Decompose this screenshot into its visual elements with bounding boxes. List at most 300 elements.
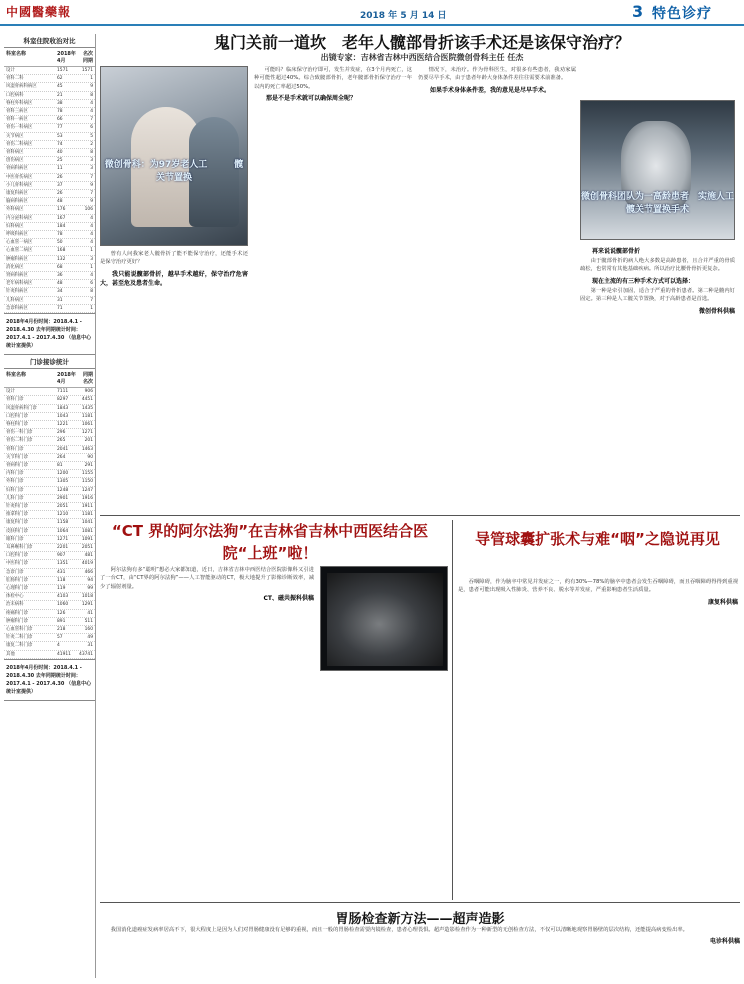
table-cell: 1911 bbox=[81, 503, 93, 509]
table-cell: 1150 bbox=[81, 479, 93, 485]
table-cell: 34 bbox=[57, 289, 63, 295]
table-cell: 68 bbox=[57, 264, 63, 270]
table-cell: 71 bbox=[57, 305, 63, 311]
table-cell: 小儿骨科病区 bbox=[6, 182, 33, 188]
stats-sidebar bbox=[4, 34, 96, 978]
table-cell: 1291 bbox=[81, 602, 93, 608]
table-row bbox=[4, 190, 95, 198]
table-row bbox=[4, 470, 95, 478]
table-cell: 7 bbox=[90, 191, 93, 197]
table-cell: 11 bbox=[57, 166, 63, 172]
table-cell: 骨科门诊 bbox=[6, 397, 24, 403]
table-row bbox=[4, 413, 95, 421]
table-cell: 设计 bbox=[6, 389, 15, 395]
table-cell: 3 bbox=[90, 256, 93, 262]
table-row bbox=[4, 519, 95, 527]
table-row bbox=[4, 405, 95, 413]
table-cell: 50 bbox=[57, 240, 63, 246]
table-cell: 53 bbox=[57, 133, 63, 139]
table-cell: 31 bbox=[57, 297, 63, 303]
table-row bbox=[4, 544, 95, 552]
table-cell: 针灸科病区 bbox=[6, 289, 28, 295]
table-cell: 291 bbox=[84, 462, 93, 468]
table-row bbox=[4, 83, 95, 91]
table-row bbox=[4, 297, 95, 305]
table-cell: 3 bbox=[90, 166, 93, 172]
table-row bbox=[4, 206, 95, 214]
main-headline: 鬼门关前一道坎 老年人髋部骨折该手术还是该保守治疗？ bbox=[213, 33, 630, 52]
table-row bbox=[4, 215, 95, 223]
table-cell: 66 bbox=[57, 117, 63, 123]
table-cell: 168 bbox=[57, 248, 66, 254]
table-cell: 4019 bbox=[81, 561, 93, 567]
sidebar-header bbox=[4, 48, 95, 67]
paragraph: 曾有人问我家老人髋骨折了能不能保守治疗，还能手术还是保守治疗更好？ bbox=[100, 251, 248, 266]
table-row bbox=[4, 421, 95, 429]
table-cell: 25 bbox=[57, 158, 63, 164]
table-cell: 1 bbox=[90, 248, 93, 254]
table-cell: 针灸科门诊 bbox=[6, 503, 28, 509]
table-cell: 481 bbox=[84, 553, 93, 559]
table-row bbox=[4, 618, 95, 626]
table-cell: 骨科病区 bbox=[6, 150, 24, 156]
table-cell: 184 bbox=[57, 223, 66, 229]
paragraph: 由于髋部骨折的病人绝大多数是高龄患者，且合并严重的骨质疏松，也常常有其他基础疾病。所以治疗比腰骨骨折更复杂。 bbox=[580, 258, 735, 273]
table-cell: 骨科一病区 bbox=[6, 117, 28, 123]
table-row bbox=[4, 478, 95, 486]
table-cell: 176 bbox=[57, 207, 66, 213]
table-cell: 心血管科门诊 bbox=[6, 626, 33, 632]
page-number: 3 bbox=[632, 2, 644, 21]
paragraph: 情况下，未治疗。作为骨科医生，对很多有些患者，我劝家属仍要尽早手术，由于患者年龄大身体条件差往往需要术前准备。 bbox=[418, 67, 576, 82]
divider bbox=[100, 902, 740, 903]
article1-col2 bbox=[254, 66, 412, 514]
table-cell: 48 bbox=[57, 199, 63, 205]
table-row bbox=[4, 174, 95, 182]
table-cell: 78 bbox=[57, 232, 63, 238]
table-cell: 脊柱外科病区 bbox=[6, 100, 33, 106]
table-cell: 1 bbox=[90, 305, 93, 311]
subheading: 再来说说髋部骨折 bbox=[592, 248, 641, 255]
table-cell: 妇科门诊 bbox=[6, 487, 24, 493]
outpatient-table bbox=[4, 388, 95, 659]
paragraph: 阿尔法狗有多“聪明”想必大家都知道，近日，吉林省吉林中西医结合医院影像科又引进了一台CT，由“CT界的阿尔法狗”——人工智能驱动的CT，极大地提升了影像诊断效率，减少了辐射剂量。 bbox=[100, 567, 314, 590]
table-row bbox=[4, 454, 95, 462]
table-row bbox=[4, 577, 95, 585]
table-cell: 骨病科病区 bbox=[6, 166, 28, 172]
table-cell: 8297 bbox=[57, 397, 69, 403]
table-cell: 4451 bbox=[81, 397, 93, 403]
subheading: 那是不是手术就可以确保周全呢？ bbox=[266, 95, 357, 103]
ct-scan-photo bbox=[580, 100, 735, 240]
page-section: 特色诊疗 bbox=[652, 6, 712, 22]
newspaper-logo: 中國醫藥報 bbox=[6, 5, 72, 19]
table-cell: 外科门诊 bbox=[6, 479, 24, 485]
table-cell: 1843 bbox=[57, 405, 69, 411]
table-row bbox=[4, 503, 95, 511]
table-cell: 3 bbox=[90, 158, 93, 164]
table-cell: 心血管一病区 bbox=[6, 240, 33, 246]
table-row bbox=[4, 651, 95, 659]
table-cell: 疼痛科门诊 bbox=[6, 610, 28, 616]
table-cell: 1155 bbox=[81, 471, 93, 477]
credit: 康复科供稿 bbox=[707, 598, 738, 606]
table-cell: 21 bbox=[57, 92, 63, 98]
table-cell: 1271 bbox=[81, 430, 93, 436]
table-cell: 6 bbox=[90, 281, 93, 287]
table-cell: 906 bbox=[84, 389, 93, 395]
table-cell: 骨伤二科病区 bbox=[6, 141, 33, 147]
table-cell: 106 bbox=[84, 207, 93, 213]
table-row bbox=[4, 288, 95, 296]
table-cell: 皮肤科门诊 bbox=[6, 528, 28, 534]
sidebar-title: 科室住院收治对比 bbox=[4, 34, 95, 48]
table-cell: 37 bbox=[57, 182, 63, 188]
ct-headline: “CT 界的阿尔法狗”在吉林省吉林中西医结合医院“上班”啦！ bbox=[111, 522, 429, 562]
table-row bbox=[4, 149, 95, 157]
sidebar-header-2 bbox=[4, 369, 95, 388]
table-cell: 431 bbox=[57, 569, 66, 575]
byline: 出镜专家：吉林省吉林中西医结合医院微创骨科主任 任杰 bbox=[320, 53, 524, 62]
table-cell: 急诊门诊 bbox=[6, 569, 24, 575]
table-row bbox=[4, 446, 95, 454]
table-cell: 4 bbox=[90, 223, 93, 229]
header-dept: 科室名称 bbox=[6, 372, 27, 379]
table-cell: 264 bbox=[57, 454, 66, 460]
table-cell: 肿瘤科病区 bbox=[6, 256, 28, 262]
table-row bbox=[4, 487, 95, 495]
table-row bbox=[4, 437, 95, 445]
inpatient-table bbox=[4, 67, 95, 313]
credit: 电诊科供稿 bbox=[709, 938, 740, 946]
table-cell: 设计 bbox=[6, 68, 15, 73]
table-cell: 耳鼻喉科门诊 bbox=[6, 544, 33, 550]
table-row bbox=[4, 272, 95, 280]
table-cell: 41 bbox=[87, 610, 93, 616]
table-row bbox=[4, 552, 95, 560]
ultrasound-headline: 胃肠检查新方法——超声造影 bbox=[335, 912, 505, 927]
table-cell: 外科病区 bbox=[6, 207, 24, 213]
table-cell: 94 bbox=[87, 577, 93, 583]
article1-col4 bbox=[580, 244, 735, 514]
table-cell: 肛肠科门诊 bbox=[6, 577, 28, 583]
table-cell: 妇科病区 bbox=[6, 223, 24, 229]
table-cell: 1248 bbox=[57, 487, 69, 493]
table-cell: 7111 bbox=[57, 389, 69, 395]
table-cell: 其他 bbox=[6, 651, 15, 657]
table-cell: 口腔病科 bbox=[6, 92, 24, 98]
table-cell: 内分泌科病区 bbox=[6, 215, 33, 221]
table-cell: 1181 bbox=[81, 512, 93, 518]
table-cell: 内科门诊 bbox=[6, 471, 24, 477]
table-row bbox=[4, 305, 95, 313]
header-month: 2018年 4月 bbox=[57, 51, 76, 64]
table-cell: 118 bbox=[57, 577, 66, 583]
sidebar-title-2: 门诊接诊统计 bbox=[4, 355, 95, 369]
table-cell: 891 bbox=[57, 618, 66, 624]
table-cell: 心血管二病区 bbox=[6, 248, 33, 254]
table-row bbox=[4, 67, 95, 75]
table-cell: 2901 bbox=[57, 495, 69, 501]
article2-text bbox=[100, 566, 314, 896]
table-cell: 8 bbox=[90, 289, 93, 295]
header-rank: 同期 名次 bbox=[82, 372, 93, 386]
table-row bbox=[4, 642, 95, 650]
article4-text bbox=[100, 926, 740, 978]
credit: 微创骨科供稿 bbox=[698, 307, 735, 315]
table-cell: 1221 bbox=[57, 421, 69, 427]
table-cell: 907 bbox=[57, 553, 66, 559]
table-cell: 1571 bbox=[57, 68, 69, 73]
table-cell: 132 bbox=[57, 256, 66, 262]
table-cell: 78 bbox=[57, 109, 63, 115]
subheading: 我只能说髋部骨折，越早手术越好，保守治疗危害大，甚至危及患者生命。 bbox=[100, 270, 248, 287]
table-cell: 126 bbox=[57, 610, 66, 616]
table-cell: 口腔科门诊 bbox=[6, 553, 28, 559]
table-cell: 45 bbox=[57, 84, 63, 90]
table-cell: 4 bbox=[90, 109, 93, 115]
table-cell: 1 bbox=[90, 264, 93, 270]
table-cell: 119 bbox=[57, 585, 66, 591]
table-cell: 1018 bbox=[81, 594, 93, 600]
table-cell: 风湿骨病科病区 bbox=[6, 84, 37, 90]
table-cell: 针灸二科门诊 bbox=[6, 635, 33, 641]
table-cell: 骨病科门诊 bbox=[6, 462, 28, 468]
table-cell: 1351 bbox=[57, 561, 69, 567]
table-cell: 2201 bbox=[57, 544, 69, 550]
table-cell: 296 bbox=[57, 430, 66, 436]
table-cell: 466 bbox=[84, 569, 93, 575]
subheading: 如果手术身体条件差，我的意见是尽早手术。 bbox=[430, 86, 551, 94]
table-cell: 62 bbox=[57, 76, 63, 82]
table-row bbox=[4, 601, 95, 609]
table-cell: 2051 bbox=[81, 544, 93, 550]
table-row bbox=[4, 198, 95, 206]
table-cell: 26 bbox=[57, 174, 63, 180]
table-cell: 呼吸科病区 bbox=[6, 232, 28, 238]
paragraph: 可能吗？临床保守治疗即可，发生并发症，在3个月内死亡，这种可能性超过40%。综合致髋部骨折，老年髋部骨折保守治疗一年以内的死亡率超过50%。 bbox=[254, 67, 412, 90]
table-cell: 骨伤一科门诊 bbox=[6, 430, 33, 436]
table-cell: 36 bbox=[57, 273, 63, 279]
article3-text bbox=[458, 578, 738, 900]
table-cell: 中医骨伤病区 bbox=[6, 174, 33, 180]
table-cell: 1043 bbox=[57, 413, 69, 419]
table-cell: 老年病科病区 bbox=[6, 281, 33, 287]
table-cell: 48 bbox=[57, 281, 63, 287]
table-row bbox=[4, 100, 95, 108]
table-row bbox=[4, 585, 95, 593]
ct-screen bbox=[327, 573, 443, 666]
table-cell: 口腔科门诊 bbox=[6, 413, 28, 419]
table-cell: 43741 bbox=[79, 651, 93, 657]
divider bbox=[452, 520, 453, 900]
table-cell: 1 bbox=[90, 76, 93, 82]
table-row bbox=[4, 560, 95, 568]
table-cell: 38 bbox=[57, 100, 63, 106]
table-row bbox=[4, 223, 95, 231]
table-cell: 1041 bbox=[81, 520, 93, 526]
table-cell: 1463 bbox=[81, 446, 93, 452]
table-cell: 265 bbox=[57, 438, 66, 444]
table-cell: 1305 bbox=[57, 479, 69, 485]
table-row bbox=[4, 610, 95, 618]
table-row bbox=[4, 124, 95, 132]
table-cell: 4 bbox=[57, 643, 60, 649]
article1-col1 bbox=[100, 250, 248, 515]
table-row bbox=[4, 133, 95, 141]
table-cell: 2041 bbox=[57, 446, 69, 452]
table-cell: 治未病科 bbox=[6, 602, 24, 608]
table-cell: 31 bbox=[87, 643, 93, 649]
table-row bbox=[4, 626, 95, 634]
table-cell: 4 bbox=[90, 215, 93, 221]
table-cell: 1060 bbox=[57, 602, 69, 608]
table-cell: 关节科门诊 bbox=[6, 454, 28, 460]
table-row bbox=[4, 256, 95, 264]
table-cell: 7 bbox=[90, 297, 93, 303]
table-cell: 骨科门诊 bbox=[6, 446, 24, 452]
table-row bbox=[4, 165, 95, 173]
table-cell: 41911 bbox=[57, 651, 71, 657]
ct-machine-photo bbox=[320, 566, 448, 671]
photo-caption: 微创骨科：为97岁老人工 髋关节置换 bbox=[104, 160, 244, 183]
table-cell: 1916 bbox=[81, 495, 93, 501]
table-row bbox=[4, 528, 95, 536]
table-cell: 1158 bbox=[57, 520, 69, 526]
table-cell: 骨科二科 bbox=[6, 76, 24, 82]
table-cell: 57 bbox=[57, 635, 63, 641]
photo2-caption: 微创骨科团队为一高龄患者 实施人工髋关节置换手术 bbox=[581, 192, 735, 215]
table-cell: 1435 bbox=[81, 405, 93, 411]
table-cell: 40 bbox=[57, 150, 63, 156]
issue-date: 2018 年 5 月 14 日 bbox=[360, 11, 447, 21]
table-cell: 康复二科门诊 bbox=[6, 643, 33, 649]
table-cell: 4 bbox=[90, 232, 93, 238]
table-cell: 创伤病区 bbox=[6, 158, 24, 164]
table-cell: 1200 bbox=[57, 471, 69, 477]
table-cell: 4 bbox=[90, 273, 93, 279]
table-row bbox=[4, 108, 95, 116]
table-cell: 6 bbox=[90, 125, 93, 131]
table-cell: 儿科门诊 bbox=[6, 495, 24, 501]
table-cell: 风湿骨病科门诊 bbox=[6, 405, 37, 411]
table-cell: 74 bbox=[57, 141, 63, 147]
table-cell: 1181 bbox=[81, 413, 93, 419]
table-cell: 儿科病区 bbox=[6, 297, 24, 303]
table-row bbox=[4, 396, 95, 404]
table-cell: 关节病区 bbox=[6, 133, 24, 139]
table-cell: 急诊科病区 bbox=[6, 305, 28, 311]
table-cell: 脊柱科门诊 bbox=[6, 421, 28, 427]
table-cell: 消化病区 bbox=[6, 264, 24, 270]
table-row bbox=[4, 388, 95, 396]
table-cell: 肿瘤科门诊 bbox=[6, 618, 28, 624]
table-cell: 骨科三病区 bbox=[6, 109, 28, 115]
table-row bbox=[4, 634, 95, 642]
table-row bbox=[4, 247, 95, 255]
table-cell: 康复科病区 bbox=[6, 191, 28, 197]
table-row bbox=[4, 511, 95, 519]
table-row bbox=[4, 239, 95, 247]
sidebar-note-2: 2018年4月份时间：2018.4.1 - 2018.4.30 去年同期统计时间：2017.4.1 - 2017.4.30 （信息中心统计室提供） bbox=[4, 659, 95, 701]
table-cell: 26 bbox=[57, 191, 63, 197]
table-cell: 体检中心 bbox=[6, 594, 24, 600]
table-row bbox=[4, 462, 95, 470]
table-cell: 2 bbox=[90, 141, 93, 147]
paragraph: 第一种是牵引加固，适合于严重的骨折患者。第二种是髓内钉固定。第三种是人工髋关节置换，对于高龄患者是首选。 bbox=[580, 287, 735, 303]
table-cell: 1091 bbox=[81, 536, 93, 542]
table-cell: 1571 bbox=[81, 68, 93, 73]
table-row bbox=[4, 75, 95, 83]
table-cell: 4103 bbox=[57, 594, 69, 600]
article1-col3 bbox=[418, 66, 576, 514]
divider bbox=[100, 515, 740, 516]
table-cell: 9 bbox=[90, 182, 93, 188]
paragraph: 吞咽障碍，作为脑卒中常见并发症之一，约有30%—78%的脑卒中患者会发生吞咽障碍，而且吞咽障碍得得到重视是，患者可能出现吸入性肺炎、营养不良、脱水等并发症，严重影响患者生活质量。 bbox=[458, 579, 738, 594]
table-cell: 2051 bbox=[57, 503, 69, 509]
subheading: 现在主流的有三种手术方式可以选择： bbox=[592, 277, 695, 285]
table-cell: 骨伤一科病区 bbox=[6, 125, 33, 131]
header-rank: 名次 同期 bbox=[82, 51, 93, 64]
table-row bbox=[4, 429, 95, 437]
table-cell: 5 bbox=[90, 133, 93, 139]
table-cell: 77 bbox=[57, 125, 63, 131]
table-cell: 167 bbox=[57, 215, 66, 221]
table-cell: 81 bbox=[57, 462, 63, 468]
sidebar-note: 2018年4月份时间：2018.4.1 - 2018.4.30 去年同期统计时间：2017.4.1 - 2017.4.30 （信息中心统计室提供） bbox=[4, 313, 95, 355]
table-row bbox=[4, 569, 95, 577]
table-row bbox=[4, 495, 95, 503]
table-cell: 肾病科病区 bbox=[6, 273, 28, 279]
table-row bbox=[4, 182, 95, 190]
table-row bbox=[4, 264, 95, 272]
table-cell: 1064 bbox=[57, 528, 69, 534]
table-cell: 201 bbox=[84, 438, 93, 444]
table-cell: 99 bbox=[87, 585, 93, 591]
table-cell: 90 bbox=[87, 454, 93, 460]
table-cell: 160 bbox=[84, 626, 93, 632]
table-row bbox=[4, 280, 95, 288]
header-month: 2018年 4月 bbox=[57, 372, 76, 386]
table-cell: 1271 bbox=[57, 536, 69, 542]
table-cell: 骨伤二科门诊 bbox=[6, 438, 33, 444]
table-cell: 1210 bbox=[57, 512, 69, 518]
table-cell: 8 bbox=[90, 92, 93, 98]
table-cell: 218 bbox=[57, 626, 66, 632]
table-row bbox=[4, 157, 95, 165]
table-cell: 7 bbox=[90, 117, 93, 123]
table-row bbox=[4, 92, 95, 100]
surgery-photo bbox=[100, 66, 248, 246]
table-cell: 4 bbox=[90, 240, 93, 246]
table-row bbox=[4, 231, 95, 239]
table-cell: 1061 bbox=[81, 421, 93, 427]
table-row bbox=[4, 593, 95, 601]
table-cell: 1247 bbox=[81, 487, 93, 493]
table-cell: 7 bbox=[90, 174, 93, 180]
table-cell: 脑病科病区 bbox=[6, 199, 28, 205]
table-row bbox=[4, 141, 95, 149]
table-cell: 1081 bbox=[81, 528, 93, 534]
balloon-headline: 导管球囊扩张术与难“咽”之隐说再见 bbox=[475, 530, 720, 548]
table-cell: 9 bbox=[90, 84, 93, 90]
table-cell: 4 bbox=[90, 100, 93, 106]
table-cell: 8 bbox=[90, 150, 93, 156]
header-dept: 科室名称 bbox=[6, 51, 27, 57]
paragraph: 我国消化道癌症发病率居高不下，很大程度上是因为人们对胃肠健康没有足够的重视，而且一般的胃肠检查需要内镜检查，患者心理畏惧。超声造影检查作为一种新型的无创检查方法，不仅可以清晰地观察胃肠壁的层次结构，还能提高病变检出率。 bbox=[110, 927, 688, 933]
table-cell: 心理科门诊 bbox=[6, 585, 28, 591]
table-cell: 511 bbox=[84, 618, 93, 624]
